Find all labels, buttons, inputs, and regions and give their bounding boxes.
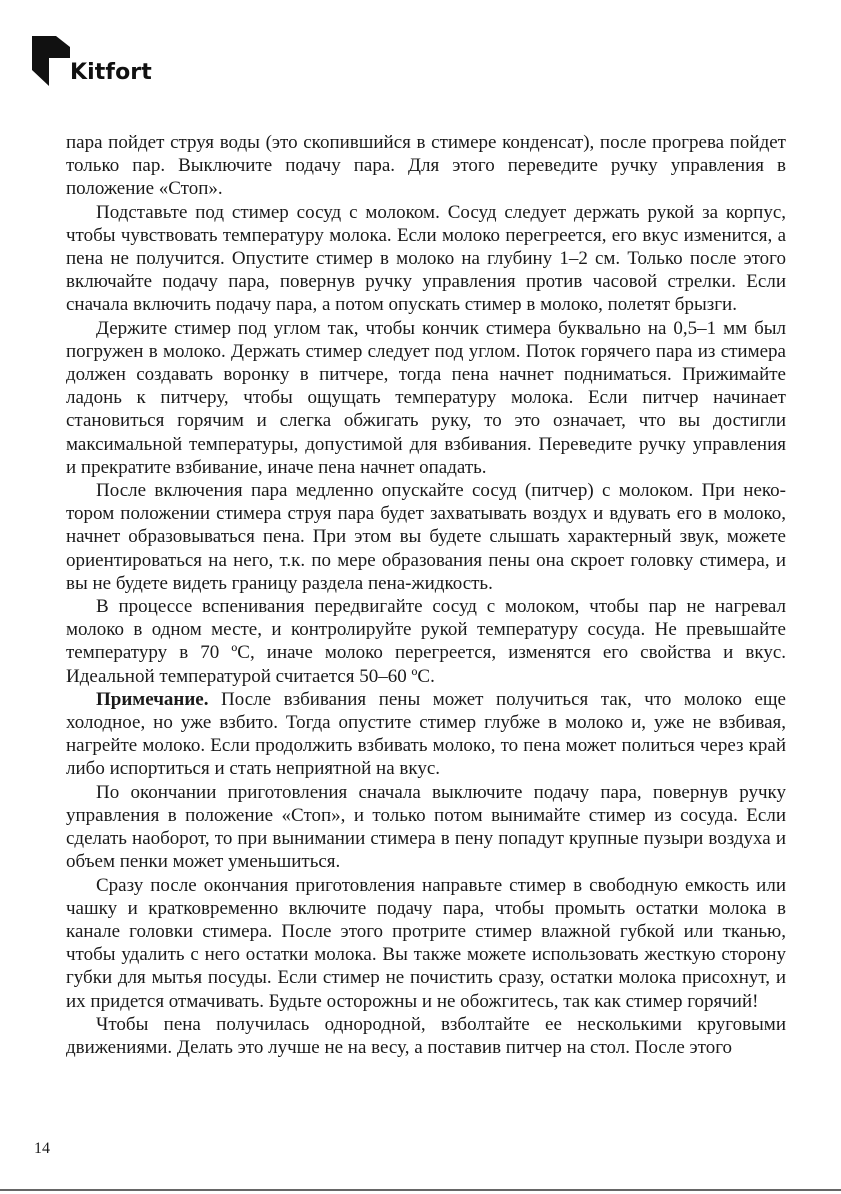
paragraph: Держите стимер под углом так, чтобы кончик стимера буквально на 0,5–1 мм был погружен в молоко. Держать стимер следует под углом. Поток горячего пара из стимера должен создавать воронку в питчере, тогда пена начнет подниматься. Прижимайте ладонь к питчеру, чтобы ощущать температуру молока. Если питчер начинает становиться горячим и слегка обжигать руку, то это означает, что вы достигли максимальной температуры, допустимой для взбивания. Переведите ручку управления и прекратите взбивание, иначе пена начнет опадать. bbox=[66, 317, 786, 478]
note-paragraph bbox=[66, 688, 786, 781]
paragraph: По окончании приготовления сначала выключите подачу пара, повернув ручку управления в положение «Стоп», и только потом вынимайте стимер из сосуда. Если сделать наоборот, то при вынимании стимера в пену попадут крупные пузыри воздуха и объем пенки может уменьшиться. bbox=[66, 781, 786, 873]
page-bottom-divider bbox=[0, 1189, 841, 1191]
paragraph: Подставьте под стимер сосуд с молоком. Сосуд следует держать рукой за корпус, чтобы чувствовать температуру молока. Если молоко перегреется, его вкус изменится, а пена не получится. Опустите стимер в молоко на глубину 1–2 см. Только после этого включайте подачу пара, повернув ручку управления против часовой стрелки. Если сначала включить подачу пара, а потом опускать стимер в молоко, полетят брызги. bbox=[66, 201, 786, 316]
paragraph: Сразу после окончания приготовления направьте стимер в свободную емкость или чашку и кратковременно включите подачу пара, чтобы промыть остатки молока в канале головки стимера. После этого протрите стимер влажной губкой или тканью, чтобы удалить с него остатки молока. Вы также можете использовать жесткую сторону губки для мытья посуды. Если стимер не почистить сразу, остатки молока присохнут, и их придется отмачивать. Будьте осторожны и не обожгитесь, так как стимер горячий! bbox=[66, 874, 786, 1012]
note-label: Примечание. bbox=[96, 688, 209, 710]
kitfort-logo bbox=[32, 36, 172, 86]
note-text: После взбивания пены может получиться так, что молоко еще холодное, но уже взбито. Тогда опустите стимер глубже в молоко и, уже не взбивая, нагрейте молоко. Если продолжить взбивать молоко, то пена может политься через край либо испортиться и стать неприятной на вкус. bbox=[66, 688, 786, 780]
kitfort-logo-icon bbox=[32, 36, 70, 86]
paragraph: После включения пара медленно опускайте сосуд (питчер) с молоком. При некотором положении стимера струя пара будет захватывать воздух и вдувать его в молоко, начнет образовываться пена. При этом вы будете слышать характерный звук, можете ориентироваться на него, т.к. по мере образования пены она скроет головку стимера, и вы не будете видеть границу раздела пена-жидкость. bbox=[66, 480, 786, 594]
page-number: 14 bbox=[34, 1140, 50, 1157]
paragraph: В процессе вспенивания передвигайте сосуд с молоком, чтобы пар не нагревал молоко в одном месте, и контролируйте рукой температуру сосуда. Не превышайте температуру в 70 ºС, иначе молоко перегреется, изменятся его свойства и вкус. Идеальной температурой считается 50–60 ºС. bbox=[66, 596, 786, 687]
paragraph: Чтобы пена получилась однородной, взболтайте ее несколькими круговыми движениями. Делать это лучше не на весу, а поставив питчер на стол. После этого bbox=[66, 1013, 786, 1058]
paragraph: пара пойдет струя воды (это скопившийся в стимере конденсат), после прогрева пойдет только пар. Выключите подачу пара. Для этого переведите ручку управления в положение «Стоп». bbox=[66, 132, 786, 200]
manual-text bbox=[66, 131, 786, 1059]
logo-text: Kitfort bbox=[70, 60, 152, 85]
